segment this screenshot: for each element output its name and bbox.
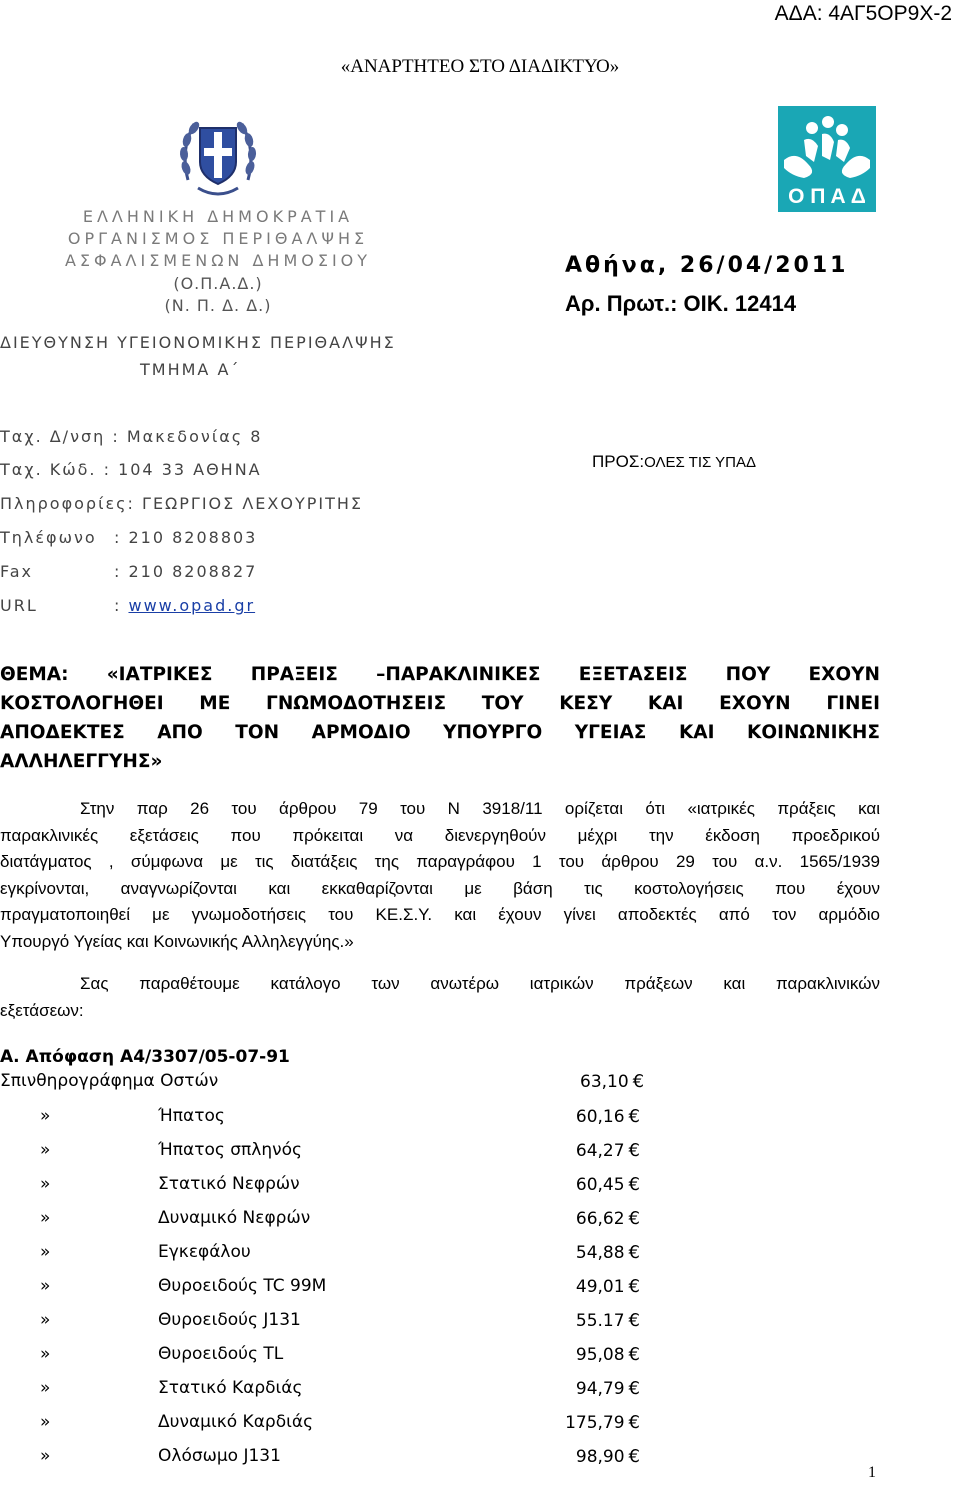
body-line: Υπουργό Υγείας και Κοινωνικής Αλληλεγγύης.»: [0, 931, 354, 951]
bullet-mark: »: [40, 1106, 51, 1126]
header-line-abbrev: (Ο.Π.Α.Δ.): [173, 274, 263, 293]
bullet-mark: »: [40, 1310, 51, 1330]
list-intro-line: εξετάσεων:: [0, 1000, 84, 1020]
euro-icon: €: [628, 1208, 640, 1229]
directorate-name: ΔΙΕΥΘΥΝΣΗ ΥΓΕΙΟΝΟΜΙΚΗΣ ΠΕΡΙΘΑΛΨΗΣ: [0, 333, 396, 352]
item-name: Στατικό Καρδιάς: [158, 1378, 303, 1398]
body-line: Στην παρ 26 του άρθρου 79 του Ν 3918/11 ορίζεται ότι «ιατρικές πράξεις και: [80, 799, 880, 818]
subject: [0, 660, 880, 776]
header-line-republic: ΕΛΛΗΝΙΚΗ ΔΗΜΟΚΡΑΤΙΑ: [82, 207, 354, 226]
euro-icon: €: [628, 1378, 640, 1399]
item-name: Ήπατος: [158, 1106, 225, 1126]
list-item: [0, 1446, 660, 1476]
euro-icon: €: [628, 1106, 640, 1127]
address-info: Πληροφορίες: ΓΕΩΡΓΙΟΣ ΛΕΧΟΥΡΙΤΗΣ: [0, 494, 364, 513]
subject-line: ΚΟΣΤΟΛΟΓΗΘΕΙ ΜΕ ΓΝΩΜΟΔΟΤΗΣΕΙΣ ΤΟΥ ΚΕΣΥ ΚΑΙ ΕΧΟΥΝ ΓΙΝΕΙ: [0, 693, 880, 714]
first-item-price: 63,10 €: [580, 1071, 645, 1092]
department-name: ΤΜΗΜΑ Α΄: [140, 360, 241, 379]
item-price: 66,62 €: [575, 1208, 640, 1229]
euro-icon: €: [628, 1174, 640, 1195]
body-paragraph: [0, 796, 880, 955]
bullet-mark: »: [40, 1276, 51, 1296]
item-price: 49,01 €: [575, 1276, 640, 1297]
item-name: Θυροειδούς TC 99M: [158, 1276, 327, 1296]
subject-line: ΑΛΛΗΛΕΓΓΥΗΣ»: [0, 751, 163, 772]
body-line: εγκρίνονται, αναγνωρίζονται και εκκαθαρίζονται με βάση τις κοστολογήσεις που έχουν: [0, 878, 880, 898]
item-price: 60,45 €: [575, 1174, 640, 1195]
list-intro: [0, 971, 880, 1024]
bullet-mark: »: [40, 1174, 51, 1194]
list-item: [0, 1242, 660, 1272]
list-item: [0, 1208, 660, 1238]
euro-icon: €: [628, 1344, 640, 1365]
list-item: [0, 1276, 660, 1306]
website-link[interactable]: www.opad.gr: [128, 596, 256, 615]
item-price: 95,08 €: [575, 1344, 640, 1365]
address-url: URL : www.opad.gr: [0, 596, 256, 615]
bullet-mark: »: [40, 1446, 51, 1466]
item-name: Θυροειδούς TL: [158, 1344, 284, 1364]
greek-emblem-icon: [178, 110, 258, 202]
bullet-mark: »: [40, 1242, 51, 1262]
protocol-number: Αρ. Πρωτ.: ΟΙΚ. 12414: [565, 291, 797, 316]
bullet-mark: »: [40, 1412, 51, 1432]
list-item: [0, 1344, 660, 1374]
address-zip: Ταχ. Κώδ. : 104 33 ΑΘΗΝΑ: [0, 460, 262, 479]
body-line: διατάγματος , σύμφωνα με τις διατάξεις της παραγράφου 1 του άρθρου 29 του α.ν. 1565/1939: [0, 852, 880, 871]
header-line-legal-form: (Ν. Π. Δ. Δ.): [164, 296, 272, 315]
item-name: Ήπατος σπληνός: [158, 1140, 302, 1160]
item-price: 64,27 €: [575, 1140, 640, 1161]
item-price: 60,16 €: [575, 1106, 640, 1127]
address-phone: Τηλέφωνο : 210 8208803: [0, 528, 258, 547]
item-price: 98,90 €: [575, 1446, 640, 1467]
address-street: Ταχ. Δ/νση : Μακεδονίας 8: [0, 427, 263, 446]
euro-icon: €: [628, 1242, 640, 1263]
header-line-organization: ΟΡΓΑΝΙΣΜΟΣ ΠΕΡΙΘΑΛΨΗΣ: [67, 229, 369, 248]
list-item: [0, 1106, 660, 1136]
subject-line: ΘΕΜΑ: «ΙΑΤΡΙΚΕΣ ΠΡΑΞΕΙΣ –ΠΑΡΑΚΛΙΝΙΚΕΣ ΕΞΕΤΑΣΕΙΣ ΠΟΥ ΕΧΟΥΝ: [0, 664, 880, 685]
list-item: [0, 1140, 660, 1170]
list-item: [0, 1174, 660, 1204]
opad-logo-text: Ο Π Α Δ: [788, 185, 866, 208]
list-intro-line: Σας παραθέτουμε κατάλογο των ανωτέρω ιατρικών πράξεων και παρακλινικών: [80, 974, 880, 993]
bullet-mark: »: [40, 1344, 51, 1364]
item-name: Εγκεφάλου: [158, 1242, 251, 1262]
posting-notice: «ΑΝΑΡΤΗΤΕΟ ΣΤΟ ΔΙΑΔΙΚΤΥΟ»: [340, 56, 620, 77]
first-item-name: Σπινθηρογράφημα Οστών: [0, 1071, 219, 1091]
euro-icon: €: [628, 1276, 640, 1297]
list-item: [0, 1378, 660, 1408]
body-line: πραγματοποιηθεί με γνωμοδοτήσεις του ΚΕ.Σ.Υ. και έχουν γίνει αποδεκτές από τον αρμόδιο: [0, 905, 880, 924]
euro-icon: €: [628, 1140, 640, 1161]
item-price: 54,88 €: [575, 1242, 640, 1263]
list-item: [0, 1310, 660, 1340]
opad-logo-icon: [778, 106, 876, 212]
item-name: Στατικό Νεφρών: [158, 1174, 300, 1194]
euro-icon: €: [628, 1446, 640, 1467]
list-item: [0, 1412, 660, 1442]
item-price: 94,79 €: [575, 1378, 640, 1399]
bullet-mark: »: [40, 1140, 51, 1160]
document-date: Αθήνα, 26/04/2011: [565, 253, 849, 278]
item-name: Ολόσωμο J131: [158, 1446, 281, 1466]
subject-line: ΑΠΟΔΕΚΤΕΣ ΑΠΟ ΤΟΝ ΑΡΜΟΔΙΟ ΥΠΟΥΡΓΟ ΥΓΕΙΑΣ ΚΑΙ ΚΟΙΝΩΝΙΚΗΣ: [0, 722, 880, 743]
item-price: 175,79 €: [565, 1412, 640, 1433]
euro-icon: €: [628, 1310, 640, 1331]
euro-icon: €: [632, 1071, 645, 1092]
header-line-insured: ΑΣΦΑΛΙΣΜΕΝΩΝ ΔΗΜΟΣΙΟΥ: [64, 251, 372, 270]
page-number: 1: [868, 1464, 876, 1481]
item-name: Θυροειδούς J131: [158, 1310, 301, 1330]
ada-code: ΑΔΑ: 4ΑΓ5ΟΡ9Χ-2: [774, 2, 952, 25]
recipient: ΠΡΟΣ:ΟΛΕΣ ΤΙΣ ΥΠΑΔ: [592, 452, 757, 471]
item-price: 55.17 €: [575, 1310, 640, 1331]
euro-icon: €: [628, 1412, 640, 1433]
decision-title: Α. Απόφαση Α4/3307/05-07-91: [0, 1047, 290, 1067]
item-name: Δυναμικό Καρδιάς: [158, 1412, 314, 1432]
address-fax: Fax : 210 8208827: [0, 562, 258, 581]
bullet-mark: »: [40, 1378, 51, 1398]
item-name: Δυναμικό Νεφρών: [158, 1208, 311, 1228]
bullet-mark: »: [40, 1208, 51, 1228]
body-line: παρακλινικές εξετάσεις που πρόκειται να διενεργηθούν μέχρι την έκδοση προεδρικού: [0, 825, 880, 845]
